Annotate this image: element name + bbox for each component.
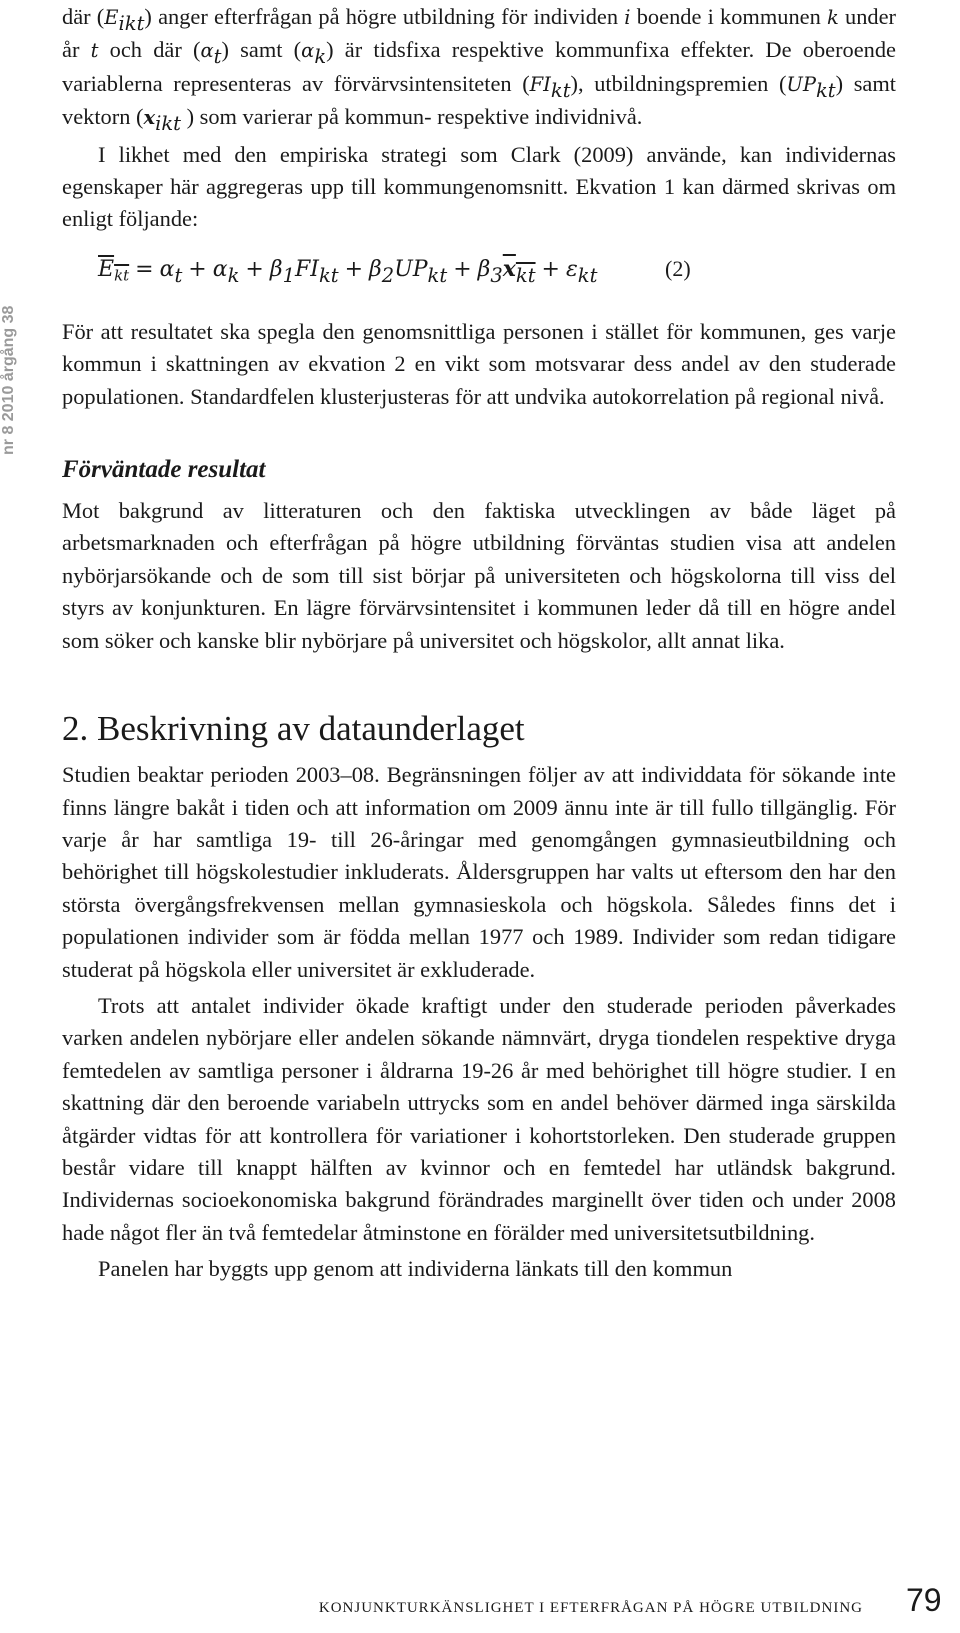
paragraph-population: Trots att antalet individer ökade kraftigt under den studerade perioden påverkades varken andelen nybörjare eller andelen sökande nämnvärt, dryga tiondelen respektive dryga femtedelen av samtliga personer i åldrarna 19-26 år med behörighet till högre studier. I en skattning där den beroende variabeln uttrycks som en andel behöver därmed inga särskilda åtgärder vidtas för att kontrollera för variationer i kohortstorleken. Den studerade gruppen består vidare till knappt hälften av kvinnor och en femtedel har utländsk bakgrund. Individernas socioekonomiska bakgrund förändrades marginellt över tiden och under 2008 hade något fler än två femtedelar åtminstone en förälder med universitetsutbildning. (62, 992, 896, 1245)
paragraph-aggregation: I likhet med den empiriska strategi som Clark (2009) använde, kan individernas egenskaper här aggregeras upp till kommungenomsnitt. Ekvation 1 kan därmed skrivas om enligt följande: (62, 141, 896, 232)
running-title: KONJUNKTURKÄNSLIGHET I EFTERFRÅGAN PÅ HÖGRE UTBILDNING (318, 1600, 863, 1616)
paragraph-study-period: Studien beaktar perioden 2003–08. Begränsningen följer av att individdata för sökande inte finns längre bakåt i tiden och att information om 2009 ännu inte är till fullo tillgänglig. För varje år har samtliga 19- till 26-åringar med genomgången gymnasieutbildning och behörighet till högskolestudier inkluderats. Åldersgruppen har valts ut eftersom den har den största övergångsfrekvensen mellan gymnasieskola och högskola. Således finns det i populationen individer som är födda mellan 1977 och 1989. Individer som redan tidigare studerat på högskola eller universitet är exkluderade. (62, 762, 896, 982)
equation-body: $E_{kt} = \alpha_t + \alpha_k + \beta_1FI_{kt} + \beta_2UP_{kt} + \beta_3x_{kt} + \varepsilon_{kt}$ (98, 255, 598, 287)
paragraph-expected-results: Mot bakgrund av litteraturen och den faktiska utvecklingen av både läget på arbetsmarknaden och efterfrågan på högre utbildning förväntas studien visa att andelen nybörjarsökande och de som till sist börjar på universiteten och högskolorna till viss del styrs av konjunkturen. En lägre förvärvsintensitet i kommunen leder då till en högre andel som söker och kanske blir nybörjare på universitet och högskolor, allt annat lika. (62, 498, 896, 653)
paragraph-panel: Panelen har byggts upp genom att individerna länkats till den kommun (98, 1256, 733, 1282)
subheading-expected-results: Förväntade resultat (62, 456, 266, 484)
paragraph-model-definition: där $(E_{ikt})$ anger efterfrågan på högre utbildning för individen i boende i kommunen k under år t och där $(\alpha_t)$ samt $(\alpha_k)$ är tidsfixa respektive kommunfixa effekter. De oberoende variablerna representeras av förvärvsintensiteten $(FI_{kt})$, utbildningspremien $(UP_{kt})$ samt vektorn ($x_{ikt}$ ) som varierar på kommun- respektive individnivå. (62, 4, 896, 136)
journal-issue-label: nr 8 2010 årgång 38 (0, 305, 17, 455)
paragraph-weighting: För att resultatet ska spegla den genomsnittliga personen i stället för kommunen, ges varje kommun i skattningen av ekvation 2 en vikt som motsvarar dess andel av den studerade populationen. Standardfelen klusterjusteras för att undvika autokorrelation på regional nivå. (62, 318, 896, 409)
page-number: 79 (906, 1582, 942, 1618)
equation-2 (62, 244, 896, 302)
equation-number: (2) (665, 255, 691, 281)
page-body (62, 0, 896, 1286)
section-heading-data: 2. Beskrivning av dataunderlaget (62, 709, 525, 749)
